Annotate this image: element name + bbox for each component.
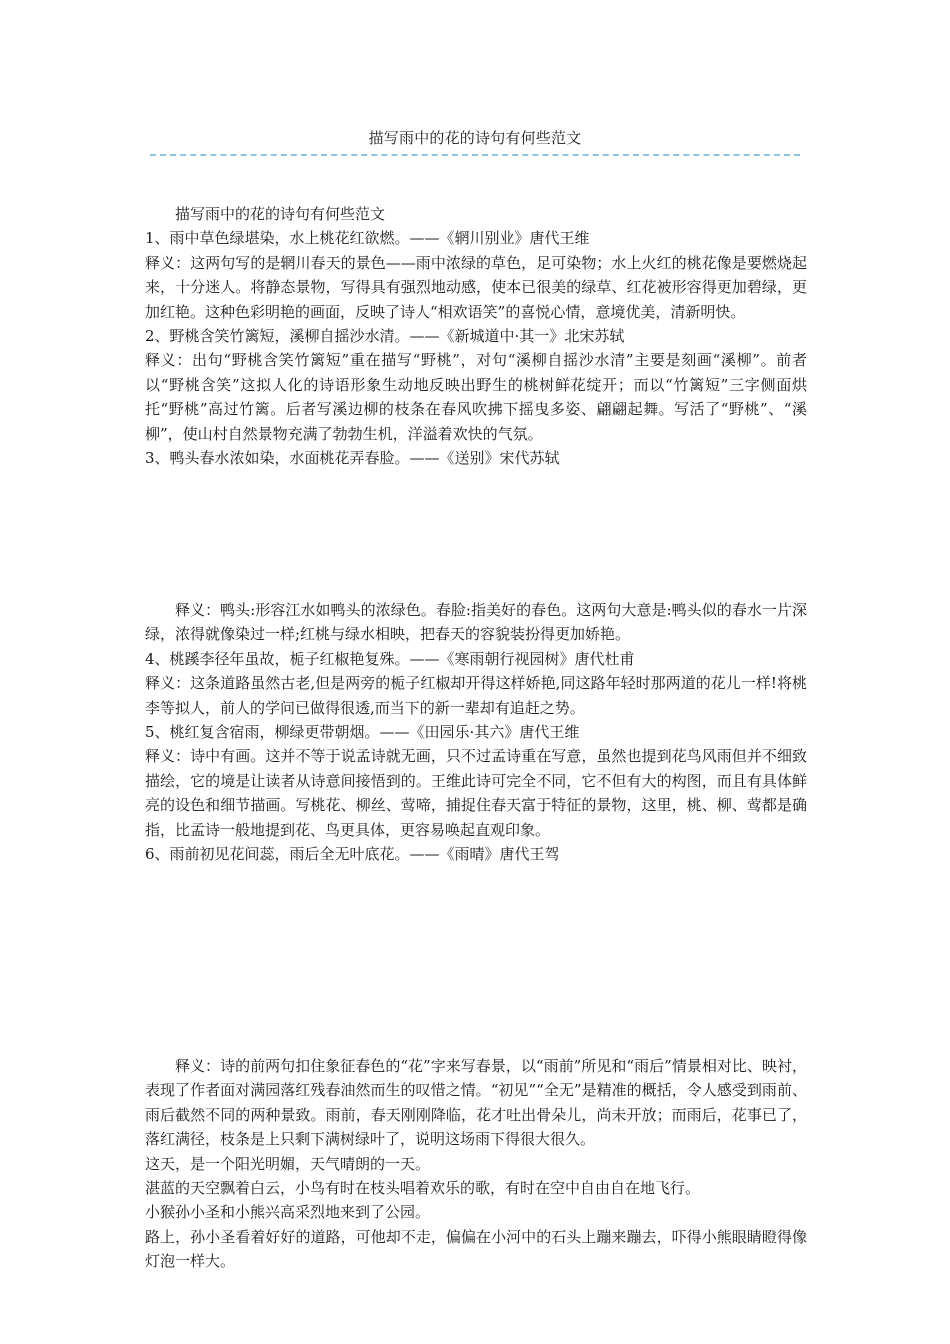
poem-line: 6、雨前初见花间蕊，雨后全无叶底花。——《雨晴》唐代王驾 — [145, 845, 560, 864]
story-paragraph: 这天，是一个阳光明媚，天气晴朗的一天。 — [145, 1154, 431, 1173]
poem-line: 1、雨中草色绿堪染，水上桃花红欲燃。——《辋川别业》唐代王维 — [145, 229, 590, 248]
page-title: 描写雨中的花的诗句有何些范文 — [368, 129, 582, 147]
content-block-2 — [145, 598, 807, 866]
story-paragraph: 小猴孙小圣和小熊兴高采烈地来到了公园。 — [145, 1203, 431, 1222]
poem-line: 3、鸭头春水浓如染，水面桃花弄春脸。——《送别》宋代苏轼 — [145, 449, 560, 468]
poem-explanation: 释义：鸭头:形容江水如鸭头的浓绿色。春脸:指美好的春色。这两句大意是:鸭头似的春水一片深绿，浓得就像染过一样;红桃与绿水相映，把春天的容貌装扮得更加娇艳。 — [145, 601, 807, 644]
story-paragraph: 湛蓝的天空飘着白云，小鸟有时在枝头唱着欢乐的歌，有时在空中自由自在地飞行。 — [145, 1179, 701, 1198]
content-block-3 — [145, 1054, 807, 1274]
title-divider — [150, 154, 800, 156]
poem-explanation: 释义：这两句写的是辋川春天的景色——雨中浓绿的草色，足可染物；水上火红的桃花像是要燃烧起来，十分迷人。将静态景物，写得具有强烈地动感，使本已很美的绿草、红花被形容得更加碧绿，更加红艳。这种色彩明艳的画面，反映了诗人“相欢语笑”的喜悦心情，意境优美，清新明快。 — [145, 253, 807, 321]
poem-explanation: 释义：诗中有画。这并不等于说孟诗就无画，只不过孟诗重在写意，虽然也提到花鸟风雨但并不细致描绘，它的境是让读者从诗意间接悟到的。王维此诗可完全不同，它不但有大的构图，而且有具体鲜亮的设色和细节描画。写桃花、柳丝、莺啼，捕捉住春天富于特征的景物，这里，桃、柳、莺都是确指，比孟诗一般地提到花、鸟更具体，更容易唤起直观印象。 — [145, 747, 807, 839]
poem-explanation: 释义：诗的前两句扣住象征春色的“花”字来写春景，以“雨前”所见和“雨后”情景相对比、映衬，表现了作者面对满园落红残春油然而生的叹惜之情。“初见”“全无”是精准的概括，令人感受到雨前、雨后截然不同的两种景致。雨前，春天刚刚降临，花才吐出骨朵儿，尚未开放；而雨后，花事已了，落红满径，枝条是上只剩下满树绿叶了，说明这场雨下得很大很久。 — [145, 1057, 807, 1149]
poem-line: 5、桃红复含宿雨，柳绿更带朝烟。——《田园乐·其六》唐代王维 — [145, 723, 580, 742]
poem-line: 4、桃蹊李径年虽故，栀子红椒艳复殊。——《寒雨朝行视园树》唐代杜甫 — [145, 649, 635, 668]
section-heading: 描写雨中的花的诗句有何些范文 — [175, 205, 386, 223]
poem-explanation: 释义：出句“野桃含笑竹篱短”重在描写“野桃”，对句“溪柳自摇沙水清”主要是刻画“溪柳”。前者以“野桃含笑”这拟人化的诗语形象生动地反映出野生的桃树鲜花绽开；而以“竹篱短”三字侧面烘托“野桃”高过竹篱。后者写溪边柳的枝条在春风吹拂下摇曳多姿、翩翩起舞。写活了“野桃”、“溪柳”，使山村自然景物充满了勃勃生机，洋溢着欢快的气氛。 — [145, 351, 807, 443]
poem-explanation: 释义：这条道路虽然古老,但是两旁的栀子红椒却开得这样娇艳,同这路年轻时那两道的花儿一样!将桃李等拟人，前人的学问已做得很透,而当下的新一辈却有追赶之势。 — [145, 674, 807, 717]
story-paragraph: 路上，孙小圣看着好好的道路，可他却不走，偏偏在小河中的石头上蹦来蹦去，吓得小熊眼睛瞪得像灯泡一样大。 — [145, 1227, 807, 1271]
content-block-1 — [145, 202, 807, 470]
poem-line: 2、野桃含笑竹篱短，溪柳自摇沙水清。——《新城道中·其一》北宋苏轼 — [145, 327, 625, 346]
